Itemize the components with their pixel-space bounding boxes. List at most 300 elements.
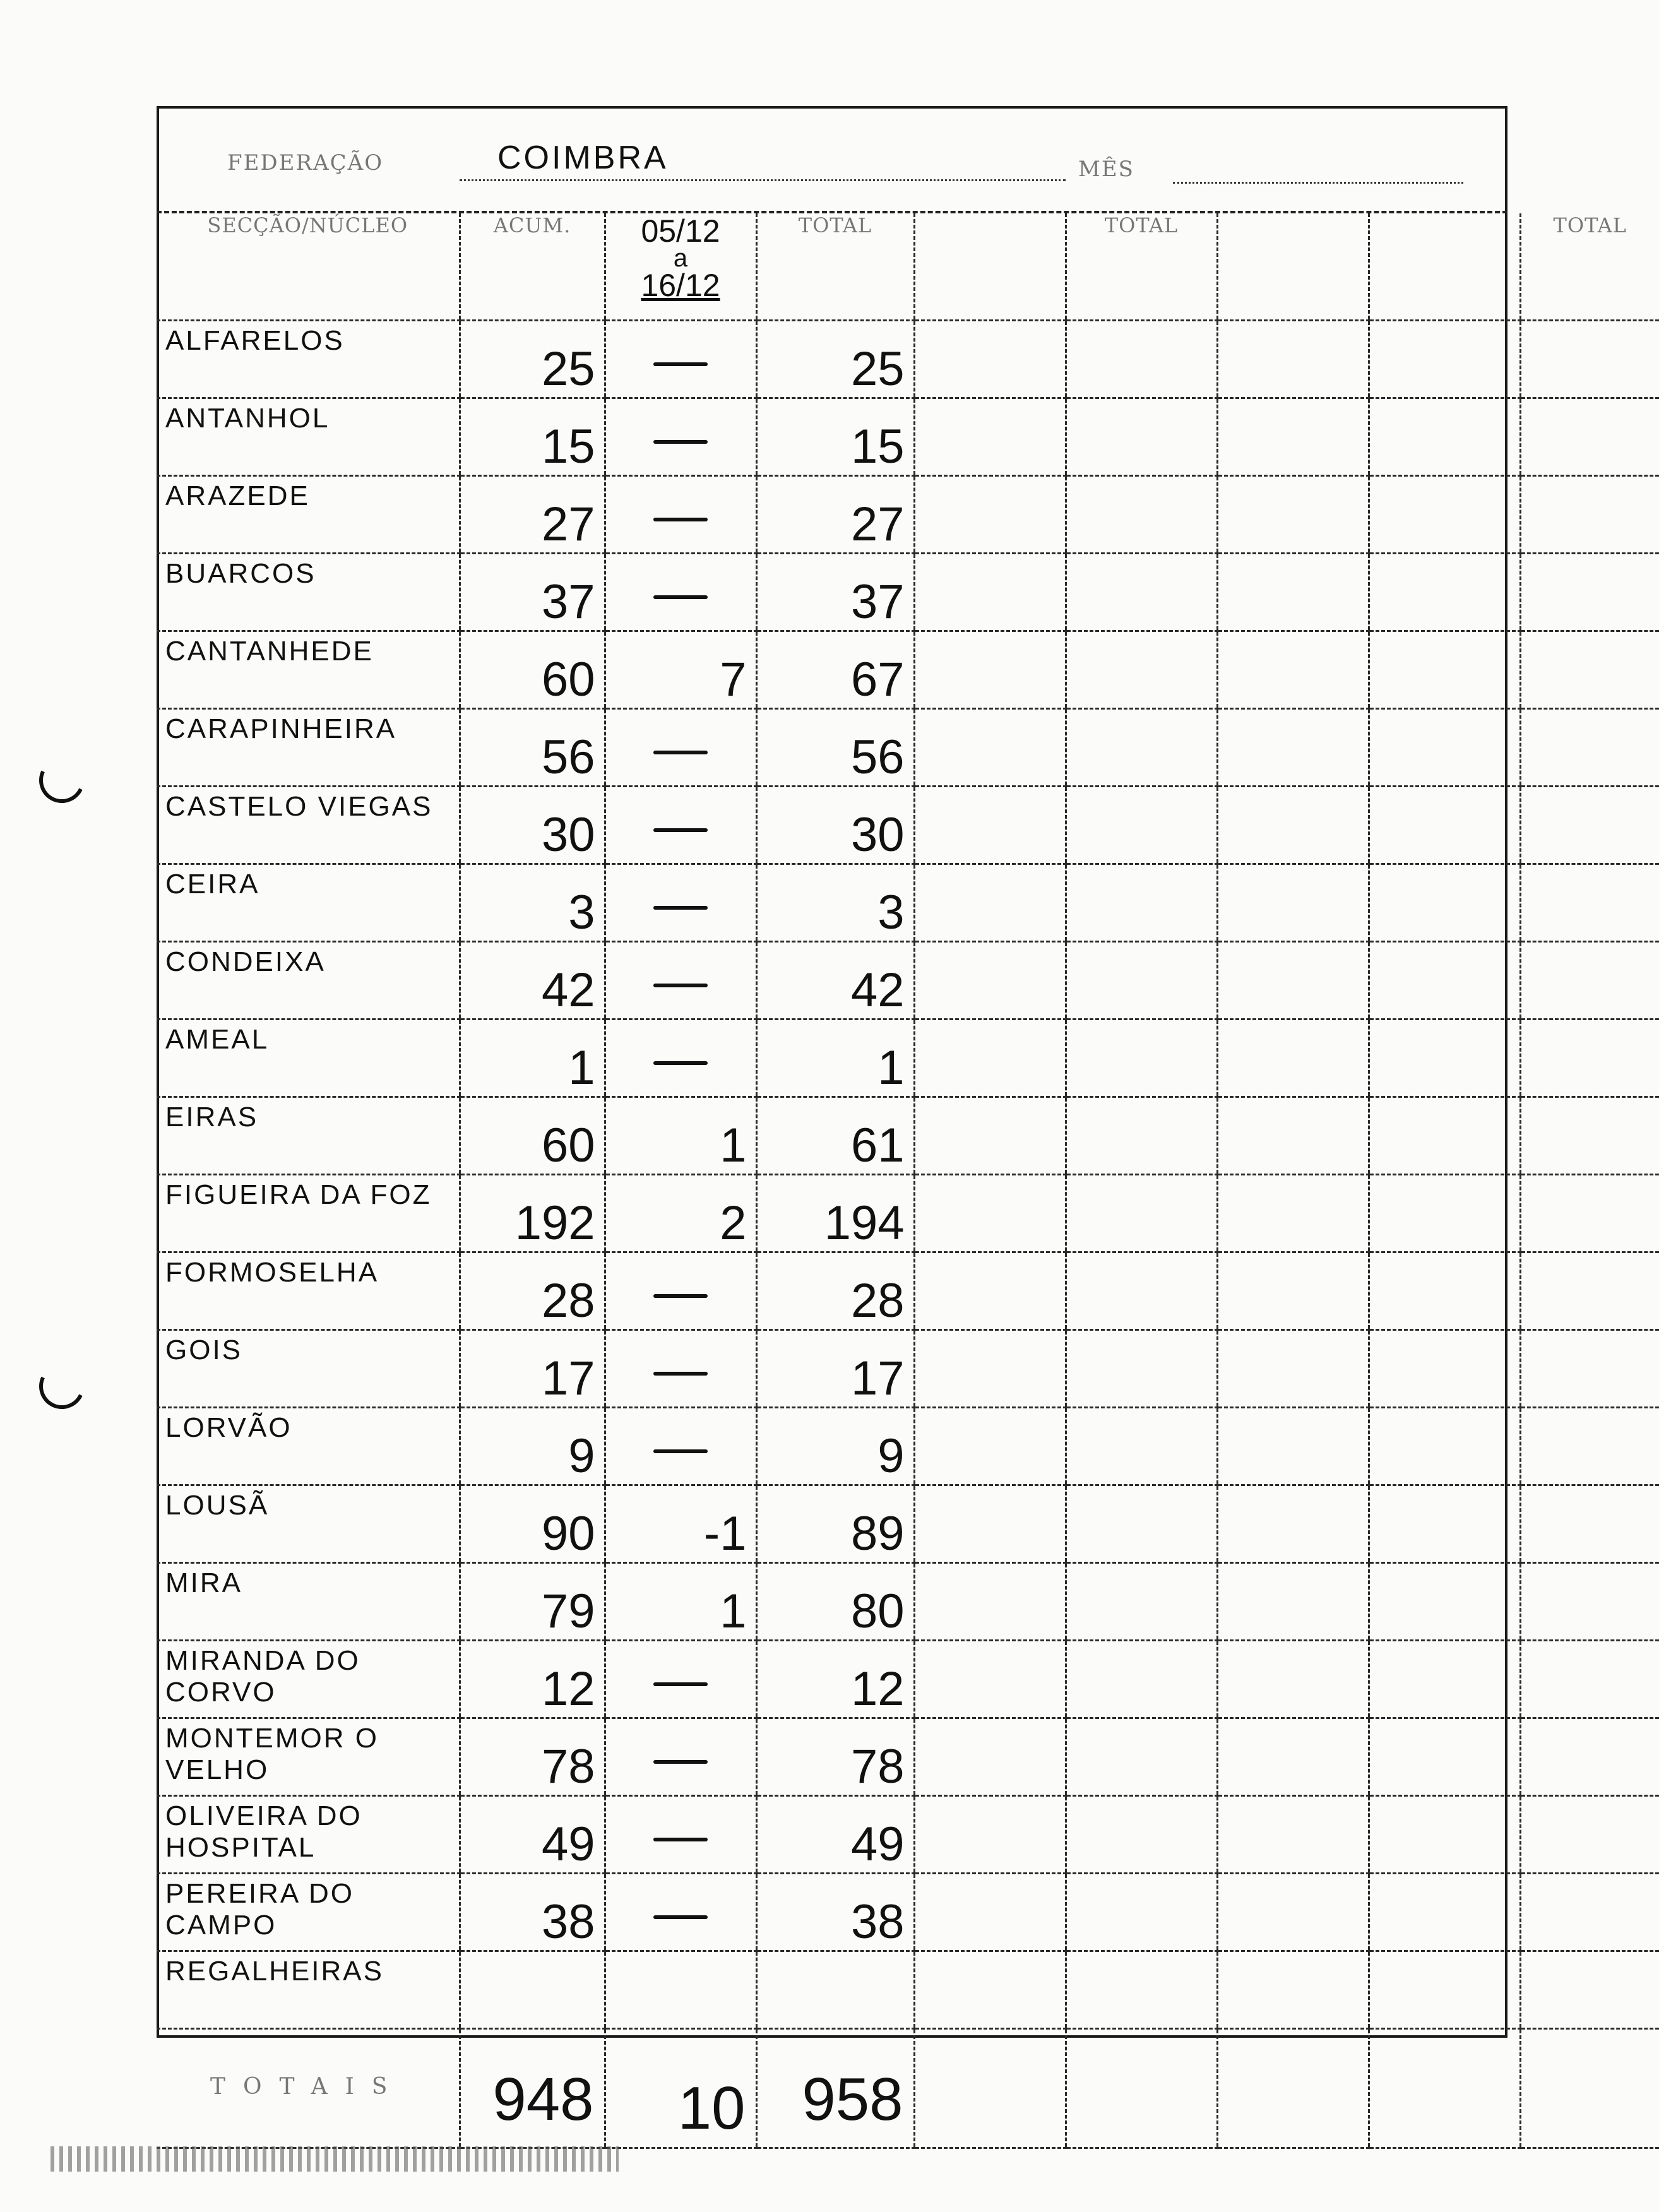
blank-cell [1217, 554, 1369, 631]
blank-cell [914, 1718, 1066, 1796]
section-name: LOUSÃ [165, 1490, 270, 1521]
table-row [157, 631, 1659, 709]
punch-hole-mark [33, 751, 91, 809]
row-total-cell [756, 942, 914, 1020]
table-row [157, 1951, 1659, 2029]
blank-cell [1369, 321, 1520, 398]
section-name: MONTEMOR O VELHO [165, 1723, 379, 1785]
row-section-cell [157, 398, 460, 476]
col-blank-header-1 [914, 213, 1066, 321]
row-period-cell [605, 709, 756, 787]
blank-cell [1369, 1097, 1520, 1175]
acum-value: 27 [541, 497, 595, 551]
blank-cell [1066, 1485, 1217, 1563]
blank-cell [1369, 1330, 1520, 1408]
blank-cell [1520, 476, 1659, 554]
row-acum-cell [460, 942, 605, 1020]
blank-cell [1520, 1796, 1659, 1874]
blank-cell [914, 554, 1066, 631]
acum-value: 56 [541, 730, 595, 784]
row-period-cell [605, 476, 756, 554]
total-value: 61 [850, 1119, 905, 1172]
blank-cell [914, 942, 1066, 1020]
section-name: ALFARELOS [165, 325, 345, 356]
total-value: 194 [824, 1196, 905, 1250]
blank-cell [914, 1641, 1066, 1718]
table-row [157, 321, 1659, 398]
row-total-cell [756, 1097, 914, 1175]
table-row [157, 1252, 1659, 1330]
no-change-dash [653, 1682, 708, 1686]
blank-cell [914, 1796, 1066, 1874]
period-value: 1 [720, 1119, 747, 1172]
period-joiner: a [673, 244, 688, 272]
row-period-cell [605, 1097, 756, 1175]
table-row [157, 1563, 1659, 1641]
row-section-cell [157, 476, 460, 554]
period-value: 7 [720, 653, 747, 706]
blank-cell [1520, 1485, 1659, 1563]
blank-cell [1520, 709, 1659, 787]
row-total-cell [756, 1020, 914, 1097]
row-period-cell [605, 864, 756, 942]
section-name: OLIVEIRA DO HOSPITAL [165, 1800, 362, 1863]
blank-cell [1066, 1563, 1217, 1641]
blank-cell [1520, 1874, 1659, 1951]
row-section-cell [157, 1175, 460, 1252]
blank-cell [1217, 1718, 1369, 1796]
col-blank-header-3 [1369, 213, 1520, 321]
table-row [157, 398, 1659, 476]
blank-cell [1520, 1641, 1659, 1718]
col-total3-header: TOTAL [1520, 213, 1659, 321]
blank-cell [914, 1874, 1066, 1951]
row-period-cell [605, 787, 756, 864]
blank-cell [1369, 1796, 1520, 1874]
punch-hole-mark [33, 1357, 91, 1415]
scan-artifact [51, 2146, 619, 2172]
blank-cell [914, 1097, 1066, 1175]
blank-cell [1520, 1718, 1659, 1796]
row-section-cell [157, 321, 460, 398]
blank-cell [914, 1408, 1066, 1485]
blank-cell [1217, 1951, 1369, 2029]
row-acum-cell [460, 1485, 605, 1563]
no-change-dash [653, 984, 708, 987]
blank-cell [914, 1175, 1066, 1252]
row-period-cell [605, 1408, 756, 1485]
no-change-dash [653, 440, 708, 444]
row-section-cell [157, 864, 460, 942]
total-value: 37 [850, 575, 905, 629]
acum-value: 60 [541, 653, 595, 706]
blank-cell [914, 398, 1066, 476]
row-total-cell [756, 321, 914, 398]
row-acum-cell [460, 1097, 605, 1175]
row-period-cell [605, 1796, 756, 1874]
table-row [157, 709, 1659, 787]
col-total-header: TOTAL [756, 213, 914, 321]
table-body [157, 321, 1659, 2029]
section-name: REGALHEIRAS [165, 1956, 384, 1987]
row-total-cell [756, 1252, 914, 1330]
row-section-cell [157, 1951, 460, 2029]
acum-value: 49 [541, 1817, 595, 1871]
row-acum-cell [460, 554, 605, 631]
blank-cell [1520, 1175, 1659, 1252]
table-row [157, 1796, 1659, 1874]
row-section-cell [157, 554, 460, 631]
blank-cell [1217, 709, 1369, 787]
blank-cell [914, 1951, 1066, 2029]
row-period-cell [605, 1330, 756, 1408]
totals-period: 10 [677, 2074, 746, 2142]
totals-label-cell [157, 2029, 460, 2148]
section-name: FORMOSELHA [165, 1257, 379, 1288]
section-name: ANTANHOL [165, 403, 330, 434]
blank-cell [914, 631, 1066, 709]
blank-cell [914, 321, 1066, 398]
blank-cell [1369, 1020, 1520, 1097]
blank-cell [1066, 787, 1217, 864]
row-period-cell [605, 321, 756, 398]
blank-cell [1066, 321, 1217, 398]
row-acum-cell [460, 1252, 605, 1330]
table-row [157, 1718, 1659, 1796]
total-value: 3 [877, 886, 905, 939]
row-period-cell [605, 942, 756, 1020]
row-acum-cell [460, 709, 605, 787]
blank-cell [1520, 1330, 1659, 1408]
blank-cell [1217, 631, 1369, 709]
blank-cell [1066, 1951, 1217, 2029]
section-name: BUARCOS [165, 558, 316, 589]
no-change-dash [653, 1449, 708, 1453]
no-change-dash [653, 1372, 708, 1376]
blank-cell [1217, 1796, 1369, 1874]
row-period-cell [605, 1718, 756, 1796]
period-value: 1 [720, 1585, 747, 1638]
row-acum-cell [460, 1563, 605, 1641]
period-end: 16/12 [641, 268, 720, 303]
row-total-cell [756, 1175, 914, 1252]
blank-cell [1066, 709, 1217, 787]
total-value: 89 [850, 1507, 905, 1561]
acum-value: 42 [541, 963, 595, 1017]
row-period-cell [605, 631, 756, 709]
row-section-cell [157, 942, 460, 1020]
blank-cell [914, 1485, 1066, 1563]
row-period-cell [605, 1175, 756, 1252]
table-row [157, 1175, 1659, 1252]
totals-total: 958 [802, 2066, 903, 2133]
blank-cell [1217, 787, 1369, 864]
totals-label: TOTAIS [210, 2074, 405, 2100]
blank-cell [1217, 398, 1369, 476]
total-value: 28 [850, 1274, 905, 1328]
table-row [157, 476, 1659, 554]
row-section-cell [157, 1718, 460, 1796]
blank-cell [1520, 398, 1659, 476]
blank-cell [1217, 1097, 1369, 1175]
row-total-cell [756, 1718, 914, 1796]
row-total-cell [756, 864, 914, 942]
total-value: 78 [850, 1740, 905, 1793]
blank-cell [1520, 1563, 1659, 1641]
row-acum-cell [460, 1175, 605, 1252]
blank-cell [914, 1020, 1066, 1097]
no-change-dash [653, 1294, 708, 1298]
row-total-cell [756, 398, 914, 476]
row-acum-cell [460, 1951, 605, 2029]
blank-cell [1217, 864, 1369, 942]
blank-cell [1369, 476, 1520, 554]
federacao-fill-line [460, 179, 1066, 181]
table-row [157, 554, 1659, 631]
period-value: 2 [720, 1196, 747, 1250]
acum-value: 1 [568, 1041, 595, 1095]
row-acum-cell [460, 864, 605, 942]
totals-acum: 948 [492, 2066, 594, 2133]
section-name: GOIS [165, 1335, 243, 1365]
total-value: 42 [850, 963, 905, 1017]
row-section-cell [157, 1020, 460, 1097]
mes-label: MÊS [1078, 157, 1134, 182]
blank-cell [914, 476, 1066, 554]
row-period-cell [605, 1020, 756, 1097]
blank-cell [914, 709, 1066, 787]
sections-table [157, 213, 1659, 2149]
blank-cell [1066, 554, 1217, 631]
blank-cell [1369, 1874, 1520, 1951]
row-total-cell [756, 1641, 914, 1718]
section-name: LORVÃO [165, 1412, 292, 1443]
section-name: PEREIRA DO CAMPO [165, 1878, 354, 1941]
acum-value: 78 [541, 1740, 595, 1793]
blank-cell [1520, 321, 1659, 398]
section-name: CONDEIXA [165, 946, 326, 977]
blank-cell [1066, 1641, 1217, 1718]
table-row [157, 1408, 1659, 1485]
section-name: ARAZEDE [165, 480, 310, 511]
total-value: 9 [877, 1429, 905, 1483]
row-period-cell [605, 1874, 756, 1951]
blank-cell [1066, 1330, 1217, 1408]
section-name: EIRAS [165, 1102, 259, 1133]
totals-total-cell [756, 2029, 914, 2148]
total-value: 27 [850, 497, 905, 551]
blank-cell [1520, 864, 1659, 942]
no-change-dash [653, 906, 708, 910]
section-name: CEIRA [165, 869, 260, 900]
blank-cell [1066, 1718, 1217, 1796]
blank-cell [1217, 1020, 1369, 1097]
total-value: 80 [850, 1585, 905, 1638]
column-header-row [157, 213, 1659, 321]
row-period-cell [605, 1485, 756, 1563]
row-section-cell [157, 1796, 460, 1874]
row-section-cell [157, 1563, 460, 1641]
row-total-cell [756, 787, 914, 864]
blank-cell [1066, 1252, 1217, 1330]
blank-cell [1066, 1408, 1217, 1485]
row-section-cell [157, 1874, 460, 1951]
blank-cell [1369, 1718, 1520, 1796]
row-section-cell [157, 709, 460, 787]
acum-value: 79 [541, 1585, 595, 1638]
section-name: CARAPINHEIRA [165, 713, 397, 744]
row-section-cell [157, 1330, 460, 1408]
col-acum-header: ACUM. [460, 213, 605, 321]
section-name: MIRA [165, 1567, 242, 1598]
blank-cell [1520, 554, 1659, 631]
total-value: 67 [850, 653, 905, 706]
no-change-dash [653, 1760, 708, 1764]
row-section-cell [157, 1485, 460, 1563]
blank-cell [1369, 864, 1520, 942]
blank-cell [1369, 398, 1520, 476]
blank-cell [1520, 1097, 1659, 1175]
total-value: 49 [850, 1817, 905, 1871]
row-acum-cell [460, 631, 605, 709]
total-value: 17 [850, 1352, 905, 1405]
row-total-cell [756, 554, 914, 631]
blank-cell [1520, 1408, 1659, 1485]
no-change-dash [653, 1061, 708, 1065]
blank-cell [1217, 1330, 1369, 1408]
blank-cell [1369, 1175, 1520, 1252]
row-acum-cell [460, 398, 605, 476]
form-header [157, 106, 1507, 213]
table-row [157, 1020, 1659, 1097]
row-total-cell [756, 1563, 914, 1641]
no-change-dash [653, 362, 708, 366]
row-acum-cell [460, 1408, 605, 1485]
row-period-cell [605, 1951, 756, 2029]
table-row [157, 1330, 1659, 1408]
row-acum-cell [460, 1874, 605, 1951]
row-section-cell [157, 1252, 460, 1330]
blank-cell [1066, 398, 1217, 476]
blank-cell [1520, 1252, 1659, 1330]
blank-cell [1217, 1252, 1369, 1330]
row-section-cell [157, 787, 460, 864]
row-acum-cell [460, 321, 605, 398]
row-acum-cell [460, 1330, 605, 1408]
blank-cell [1369, 1563, 1520, 1641]
row-acum-cell [460, 1796, 605, 1874]
blank-cell [1369, 554, 1520, 631]
row-total-cell [756, 1951, 914, 2029]
blank-cell [1520, 1951, 1659, 2029]
acum-value: 3 [568, 886, 595, 939]
no-change-dash [653, 1838, 708, 1841]
blank-cell [1066, 864, 1217, 942]
section-name: CANTANHEDE [165, 636, 374, 667]
blank-cell [914, 1563, 1066, 1641]
row-period-cell [605, 398, 756, 476]
totals-acum-cell [460, 2029, 605, 2148]
no-change-dash [653, 595, 708, 599]
col-period-header [605, 213, 756, 321]
blank-cell [914, 864, 1066, 942]
row-section-cell [157, 631, 460, 709]
blank-cell [1369, 1485, 1520, 1563]
no-change-dash [653, 518, 708, 521]
section-name: FIGUEIRA DA FOZ [165, 1179, 432, 1210]
col-seccao-header: SECÇÃO/NÚCLEO [157, 213, 460, 321]
acum-value: 9 [568, 1429, 595, 1483]
no-change-dash [653, 1915, 708, 1919]
row-total-cell [756, 1485, 914, 1563]
blank-cell [914, 1330, 1066, 1408]
row-section-cell [157, 1097, 460, 1175]
row-acum-cell [460, 787, 605, 864]
row-total-cell [756, 476, 914, 554]
totals-row [157, 2029, 1659, 2148]
table-row [157, 1485, 1659, 1563]
blank-cell [1520, 631, 1659, 709]
section-name: CASTELO VIEGAS [165, 791, 433, 822]
col-blank-header-2 [1217, 213, 1369, 321]
no-change-dash [653, 751, 708, 754]
blank-cell [1520, 1020, 1659, 1097]
blank-cell [1217, 1641, 1369, 1718]
blank-cell [1520, 942, 1659, 1020]
blank-cell [1369, 942, 1520, 1020]
blank-cell [1066, 1097, 1217, 1175]
blank-cell [1066, 1020, 1217, 1097]
row-acum-cell [460, 1641, 605, 1718]
totals-period-cell [605, 2029, 756, 2148]
mes-fill-line [1173, 182, 1463, 184]
blank-cell [1066, 1175, 1217, 1252]
total-value: 12 [850, 1662, 905, 1716]
section-name: MIRANDA DO CORVO [165, 1645, 360, 1708]
blank-cell [1217, 1408, 1369, 1485]
no-change-dash [653, 828, 708, 832]
row-total-cell [756, 631, 914, 709]
blank-cell [1217, 1175, 1369, 1252]
row-total-cell [756, 709, 914, 787]
blank-cell [1066, 942, 1217, 1020]
blank-cell [1066, 1874, 1217, 1951]
period-start: 05/12 [641, 213, 720, 249]
acum-value: 15 [541, 420, 595, 473]
row-total-cell [756, 1330, 914, 1408]
acum-value: 60 [541, 1119, 595, 1172]
federacao-value: COIMBRA [497, 140, 669, 176]
blank-cell [1369, 1408, 1520, 1485]
blank-cell [1066, 1796, 1217, 1874]
blank-cell [1066, 476, 1217, 554]
total-value: 1 [877, 1041, 905, 1095]
acum-value: 28 [541, 1274, 595, 1328]
row-period-cell [605, 554, 756, 631]
col-total2-header: TOTAL [1066, 213, 1217, 321]
table-row [157, 1641, 1659, 1718]
row-period-cell [605, 1563, 756, 1641]
total-value: 15 [850, 420, 905, 473]
blank-cell [1369, 1951, 1520, 2029]
blank-cell [1217, 1563, 1369, 1641]
acum-value: 90 [541, 1507, 595, 1561]
blank-cell [1369, 1252, 1520, 1330]
row-total-cell [756, 1408, 914, 1485]
blank-cell [1520, 787, 1659, 864]
row-acum-cell [460, 1020, 605, 1097]
acum-value: 17 [541, 1352, 595, 1405]
